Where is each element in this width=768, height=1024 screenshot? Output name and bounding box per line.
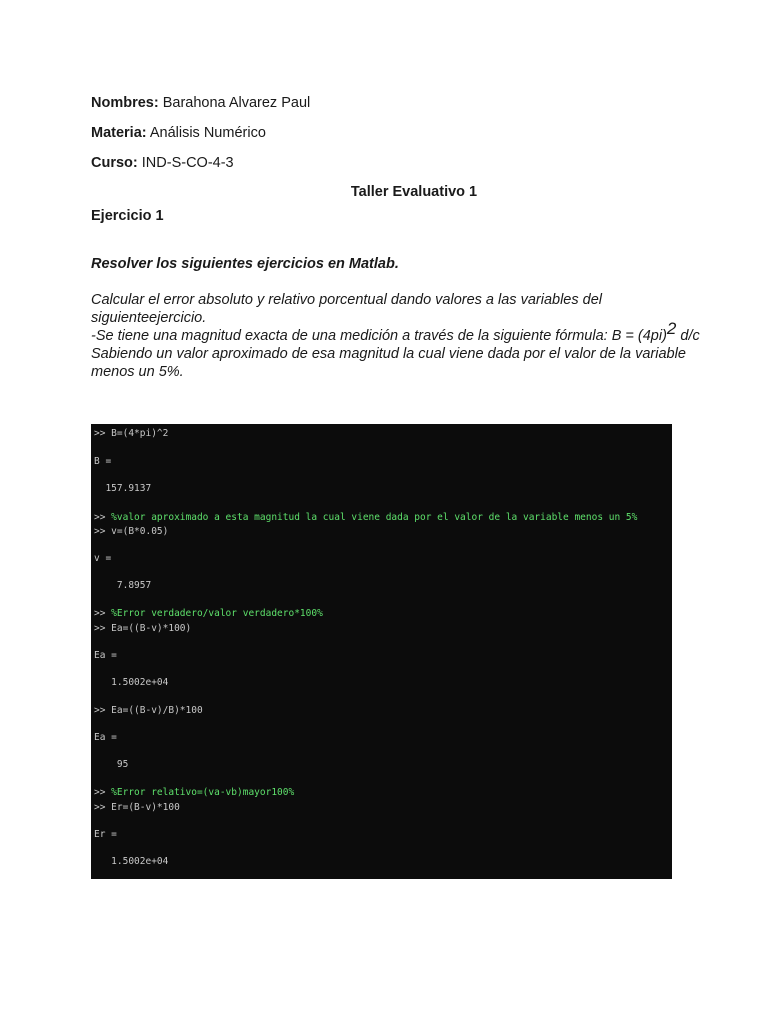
materia-label: Materia: [91,125,147,141]
console-line [94,526,168,537]
console-line [94,787,294,798]
console-text: Er=(B-v)*100 [111,802,180,813]
console-prompt: >> [94,526,112,537]
materia-line [91,125,266,141]
console-text: 1.5002e+04 [94,677,169,688]
console-line [94,456,111,467]
console-comment: %Error verdadero/valor verdadero*100% [111,608,323,619]
problem-statement [91,291,711,381]
console-text: 7.8957 [94,580,152,591]
console-line [94,650,117,661]
console-line [94,677,168,688]
console-line [94,483,151,494]
console-prompt: >> [94,428,112,439]
curso-value: IND-S-CO-4-3 [141,155,234,171]
instruction-text: Resolver los siguientes ejercicios en Matlab. [91,256,399,272]
console-prompt: >> [94,512,112,523]
console-line [94,759,128,770]
console-text: Ea = [94,732,117,743]
console-line [94,829,117,840]
console-prompt: >> [94,608,112,619]
console-line [94,553,111,564]
console-text: v = [94,553,112,564]
console-text: 1.5002e+04 [94,856,169,867]
console-comment: %valor aproximado a esta magnitud la cual viene dada por el valor de la variable menos un 5% [111,512,638,523]
document-title: Taller Evaluativo 1 [350,184,478,200]
console-text: B=(4*pi)^2 [111,428,169,439]
curso-line [91,155,234,171]
console-line [94,705,203,716]
console-line [94,580,151,591]
problem-line-1: Calcular el error absoluto y relativo porcentual dando valores a las variables del siguienteejercicio. [91,292,602,326]
console-prompt: >> [94,802,112,813]
console-text: 157.9137 [94,483,152,494]
matlab-console-screenshot [91,424,672,879]
console-line [94,428,168,439]
console-prompt: >> [94,705,112,716]
console-line [94,608,323,619]
console-prompt: >> [94,787,112,798]
nombres-line [91,95,310,111]
console-line [94,732,117,743]
exercise-heading: Ejercicio 1 [91,208,164,224]
formula-exponent: 2 [666,319,677,338]
console-text: Ea=((B-v)/B)*100 [111,705,203,716]
console-line [94,512,637,523]
console-text: Ea = [94,650,117,661]
console-line [94,623,191,634]
nombres-value: Barahona Alvarez Paul [162,95,311,111]
curso-label: Curso: [91,155,138,171]
nombres-label: Nombres: [91,95,159,111]
console-text: Er = [94,829,117,840]
problem-line-2 [91,319,711,381]
console-text: v=(B*0.05) [111,526,169,537]
console-text: Ea=((B-v)*100) [111,623,192,634]
console-line [94,856,168,867]
formula-continuation: d/c Sabiendo un valor aproximado de esa magnitud la cual viene dada por el valor de la variable menos un 5%. [91,328,700,380]
formula-text: -Se tiene una magnitud exacta de una medición a través de la siguiente fórmula: B = (4pi) [91,328,667,344]
console-comment: %Error relativo=(va-vb)mayor100% [111,787,295,798]
console-text: B = [94,456,112,467]
console-line [94,802,180,813]
console-prompt: >> [94,623,112,634]
materia-value: Análisis Numérico [149,125,266,141]
console-text: 95 [94,759,129,770]
